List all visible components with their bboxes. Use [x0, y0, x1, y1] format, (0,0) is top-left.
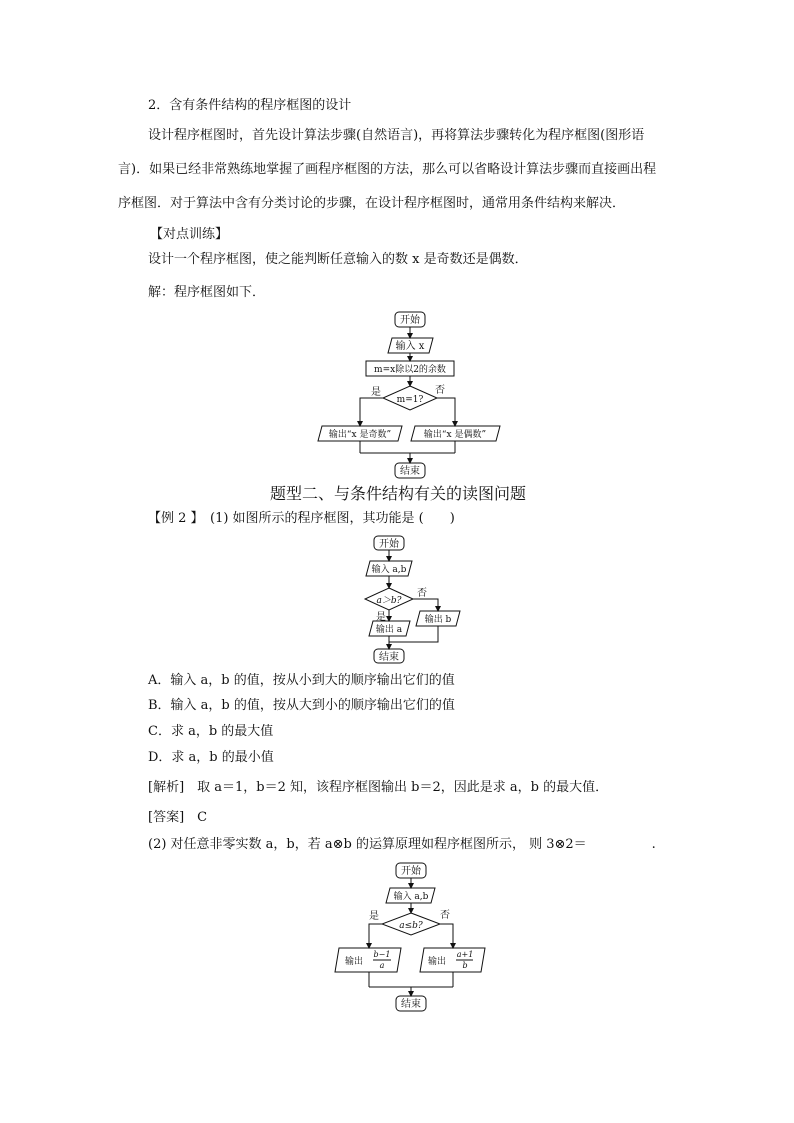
option-d: D．求 a，b 的最小值 [148, 750, 274, 765]
option-b: B．输入 a，b 的值，按从大到小的顺序输出它们的值 [148, 698, 455, 713]
paragraph-line: 言)．如果已经非常熟练地掌握了画程序框图的方法，那么可以省略设计算法步骤而直接画出程 [118, 162, 657, 177]
option-c: C．求 a，b 的最大值 [148, 724, 274, 739]
yes-label: 是 [369, 911, 379, 922]
end-label: 结束 [400, 466, 420, 477]
paragraph-line: 序框图．对于算法中含有分类讨论的步骤，在设计程序框图时，通常用条件结构来解决． [118, 196, 626, 211]
flowchart-odd-even [300, 305, 520, 480]
no-label: 否 [440, 910, 450, 921]
end-label: 结束 [379, 652, 399, 663]
decision-label: m=1? [396, 395, 424, 405]
type2-title: 题型二、与条件结构有关的读图问题 [270, 484, 527, 503]
practice-problem: 设计一个程序框图，使之能判断任意输入的数 x 是奇数还是偶数． [148, 252, 528, 267]
option-a: A．输入 a，b 的值，按从小到大的顺序输出它们的值 [148, 673, 455, 688]
decision-label: a≤b? [399, 921, 423, 931]
practice-solution: 解：程序框图如下． [148, 285, 266, 300]
no-label: 否 [417, 588, 427, 599]
example-label: 【例 2 】 [148, 511, 204, 526]
question-2: (2) 对任意非零实数 a，b，若 a⊗b 的运算原理如程序框图所示， 则 3⊗2＝ . [148, 837, 656, 852]
decision-label: a＞b? [376, 596, 402, 606]
output-right-label: 输出“x 是偶数” [423, 430, 487, 440]
example-question: (1) 如图所示的程序框图，其功能是 ( ) [210, 511, 455, 526]
yes-label: 是 [371, 387, 381, 398]
output-right-prefix: 输出 [428, 957, 447, 967]
input-label: 输入 a,b [393, 892, 429, 902]
output-left-denominator: a [379, 961, 385, 970]
practice-label: 【对点训练】 [150, 227, 229, 242]
start-label: 开始 [379, 539, 399, 550]
flowchart-max [340, 530, 480, 670]
yes-label: 是 [376, 612, 386, 623]
start-label: 开始 [401, 866, 421, 877]
answer: [答案] C [148, 810, 208, 825]
section-heading: 2．含有条件结构的程序框图的设计 [148, 98, 352, 113]
paragraph-line: 设计程序框图时，首先设计算法步骤(自然语言)，再将算法步骤转化为程序框图(图形语 [148, 128, 645, 143]
no-label: 否 [435, 385, 445, 396]
output-right-numerator: a+1 [456, 950, 474, 959]
output-left-prefix: 输出 [345, 957, 364, 967]
end-label: 结束 [401, 999, 421, 1010]
start-label: 开始 [400, 315, 420, 326]
input-label: 输入 x [395, 341, 425, 352]
input-label: 输入 a,b [371, 565, 407, 575]
analysis: [解析] 取 a＝1，b＝2 知，该程序框图输出 b＝2，因此是求 a，b 的最大值． [148, 780, 609, 795]
output-b-label: 输出 b [424, 615, 452, 625]
flowchart-operation [325, 855, 495, 1015]
output-left-numerator: b−1 [373, 950, 391, 959]
output-right-denominator: b [462, 961, 468, 970]
output-a-label: 输出 a [375, 625, 403, 635]
process-label: m=x除以2的余数 [374, 365, 446, 375]
output-left-label: 输出“x 是奇数” [328, 430, 392, 440]
